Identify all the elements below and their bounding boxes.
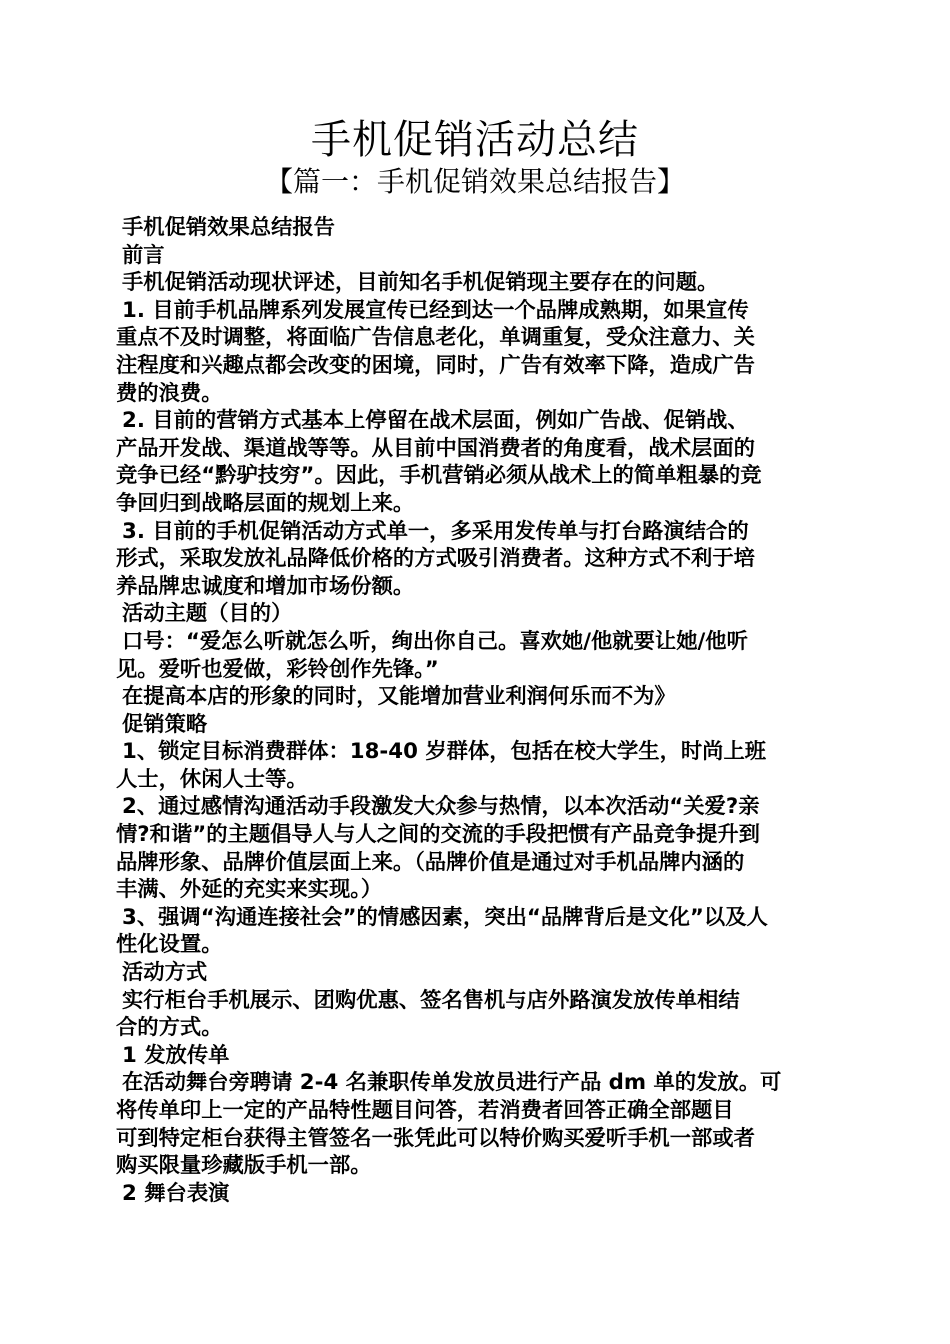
body-line: 丰满、外延的充实来实现。）: [116, 877, 383, 903]
body-line: 2 舞台表演: [122, 1180, 230, 1206]
body-line: 品牌形象、品牌价值层面上来。（品牌价值是通过对手机品牌内涵的: [116, 849, 745, 875]
body-line: 争回归到战略层面的规划上来。: [116, 490, 415, 516]
body-line: 1 发放传单: [122, 1042, 230, 1068]
body-line: 3. 目前的手机促销活动方式单一，多采用发传单与打台路演结合的: [122, 518, 749, 544]
body-line: 重点不及时调整，将面临广告信息老化，单调重复，受众注意力、关: [116, 325, 755, 351]
body-line: 口号：“爱怎么听就怎么听，绚出你自己。喜欢她/他就要让她/他听: [122, 628, 748, 654]
body-line: 见。爱听也爱做，彩铃创作先锋。”: [116, 656, 439, 682]
body-line: 将传单印上一定的产品特性题目问答，若消费者回答正确全部题目: [116, 1098, 734, 1123]
body-line: 2、通过感情沟通活动手段激发大众参与热情，以本次活动“关爱?亲: [122, 794, 760, 820]
document-subtitle: 【篇一：手机促销效果总结报告】: [264, 165, 685, 198]
body-line: 在提高本店的形象的同时，又能增加营业利润何乐而不为》: [122, 684, 676, 710]
body-line: 可到特定柜台获得主管签名一张凭此可以特价购买爱听手机一部或者: [116, 1125, 755, 1151]
body-line: 促销策略: [122, 711, 208, 737]
body-line: 养品牌忠诚度和增加市场份额。: [116, 573, 415, 599]
body-line: 产品开发战、渠道战等等。从目前中国消费者的角度看，战术层面的: [116, 435, 755, 461]
body-line: 在活动舞台旁聘请 2-4 名兼职传单发放员进行产品 dm 单的发放。可: [122, 1070, 782, 1096]
document-body: [116, 214, 838, 1207]
body-line: 性化设置。: [116, 932, 223, 958]
body-line: 手机促销活动现状评述，目前知名手机促销现主要存在的问题。: [122, 270, 719, 296]
body-line: 费的浪费。: [116, 380, 223, 406]
body-line: 3、强调“沟通连接社会”的情感因素，突出“品牌背后是文化”以及人: [122, 904, 768, 930]
body-line: 竞争已经“黔驴技穷”。因此，手机营销必须从战术上的简单粗暴的竞: [116, 463, 762, 489]
body-line: 实行柜台手机展示、团购优惠、签名售机与店外路演发放传单相结: [122, 987, 740, 1013]
body-line: 1. 目前手机品牌系列发展宣传已经到达一个品牌成熟期，如果宣传: [122, 297, 749, 323]
body-line: 注程度和兴趣点都会改变的困境，同时，广告有效率下降，造成广告: [116, 352, 755, 378]
body-line: 合的方式。: [116, 1015, 223, 1041]
document-title: 手机促销活动总结: [311, 117, 639, 163]
body-line: 情?和谐”的主题倡导人与人之间的交流的手段把惯有产品竞争提升到: [116, 822, 760, 848]
body-line: 1、锁定目标消费群体：18-40 岁群体，包括在校大学生，时尚上班: [122, 739, 767, 765]
body-line: 2. 目前的营销方式基本上停留在战术层面，例如广告战、促销战、: [122, 408, 749, 434]
body-line: 前言: [122, 242, 165, 268]
body-line: 活动方式: [122, 960, 208, 986]
body-line: 活动主题（目的）: [122, 601, 293, 627]
body-line: 人士，休闲人士等。: [116, 766, 308, 792]
body-line: 手机促销效果总结报告: [122, 215, 335, 240]
body-line: 形式，采取发放礼品降低价格的方式吸引消费者。这种方式不利于培: [116, 546, 755, 572]
body-line: 购买限量珍藏版手机一部。: [116, 1153, 372, 1179]
